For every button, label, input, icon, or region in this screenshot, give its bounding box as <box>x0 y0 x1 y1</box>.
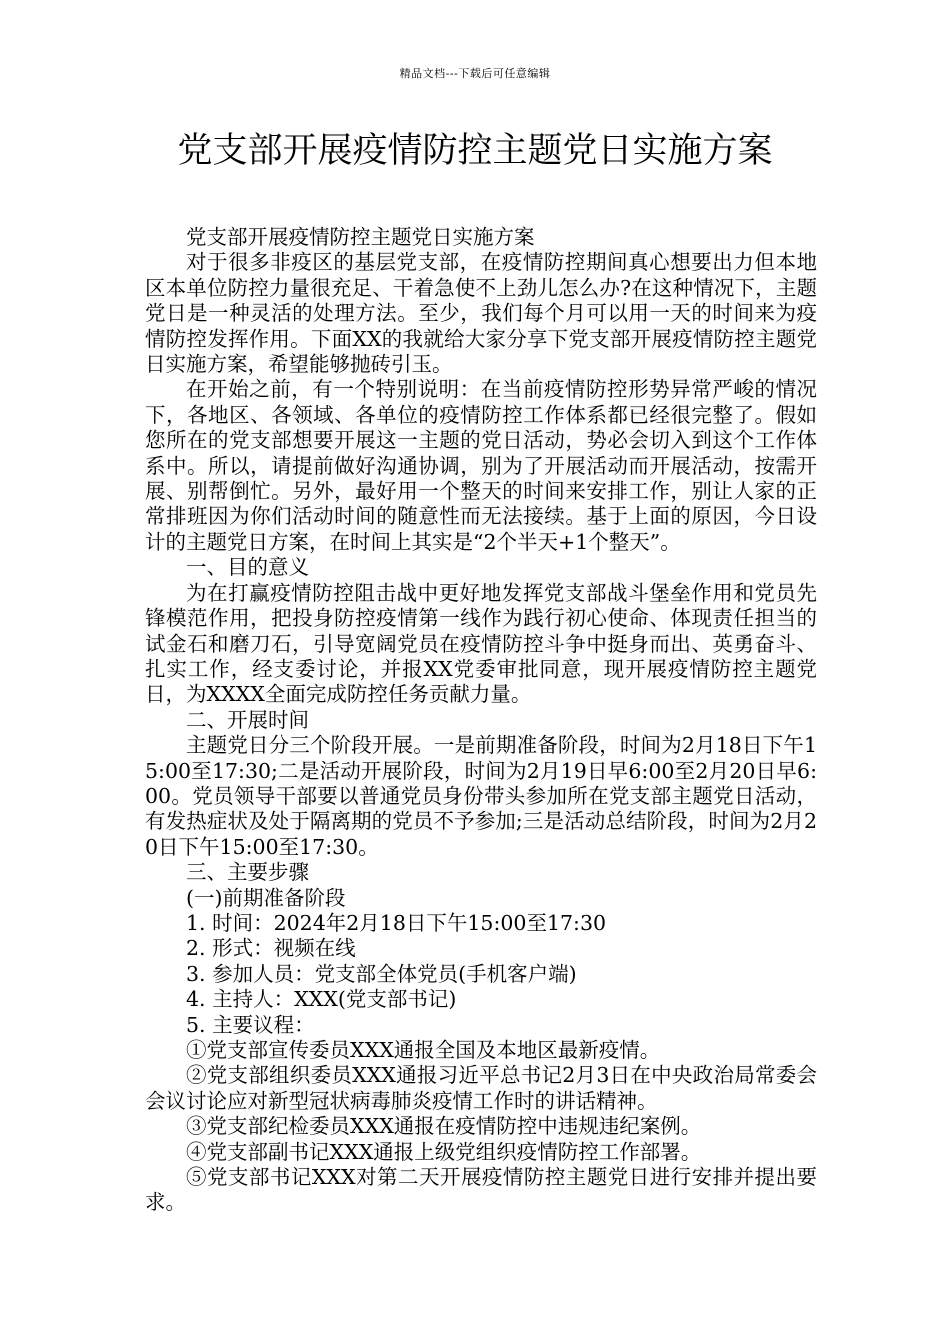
list-item: 5. 主要议程： <box>186 1012 315 1037</box>
section-heading-time: 二、开展时间 <box>186 707 309 732</box>
agenda-item: ①党支部宣传委员XXX通报全国及本地区最新疫情。 <box>186 1038 661 1062</box>
header-note: 精品文档---下载后可任意编辑 <box>399 67 551 80</box>
list-item: 3. 参加人员：党支部全体党员(手机客户端) <box>186 961 577 986</box>
document-title: 党支部开展疫情防控主题党日实施方案 <box>177 131 773 171</box>
section-heading-purpose: 一、目的意义 <box>186 555 309 580</box>
agenda-item: ④党支部副书记XXX通报上级党组织疫情防控工作部署。 <box>186 1139 702 1164</box>
list-item: 4. 主持人：XXX(党支部书记) <box>186 987 457 1012</box>
paragraph-subtitle: 党支部开展疫情防控主题党日实施方案 <box>186 225 535 249</box>
subsection-heading-preparation: (一)前期准备阶段 <box>186 885 346 910</box>
agenda-item: ②党支部组织委员XXX通报习近平总书记2月3日在中央政治局常委会会议讨论应对新型冠状病毒肺炎疫情工作时的讲话精神。 <box>145 1063 817 1113</box>
document-body <box>145 225 817 1216</box>
paragraph-special-note: 在开始之前，有一个特别说明：在当前疫情防控形势异常严峻的情况下，各地区、各领域、各单位的疫情防控工作体系都已经很完整了。假如您所在的党支部想要开展这一主题的党日活动，势必会切入到这个工作体系中。所以，请提前做好沟通协调，别为了开展活动而开展活动，按需开展、别帮倒忙。另外，最好用一个整天的时间来安排工作，别让人家的正常排班因为你们活动时间的随意性而无法接续。基于上面的原因，今日设计的主题党日方案，在时间上其实是“2个半天+1个整天”。 <box>145 377 817 554</box>
list-item: 1. 时间：2024年2月18日下午15:00至17:30 <box>186 910 607 935</box>
paragraph-intro: 对于很多非疫区的基层党支部，在疫情防控期间真心想要出力但本地区本单位防控力量很充足、干着急使不上劲儿怎么办?在这种情况下，主题党日是一种灵活的处理方法。至少，我们每个月可以用一天的时间来为疫情防控发挥作用。下面XX的我就给大家分享下党支部开展疫情防控主题党日实施方案，希望能够抛砖引玉。 <box>145 250 817 377</box>
section-heading-steps: 三、主要步骤 <box>186 860 309 885</box>
paragraph-purpose: 为在打赢疫情防控阻击战中更好地发挥党支部战斗堡垒作用和党员先锋模范作用，把投身防控疫情第一线作为践行初心使命、体现责任担当的试金石和磨刀石，引导宽阔党员在疫情防控斗争中挺身而出、英勇奋斗、扎实工作，经支委讨论，并报XX党委审批同意，现开展疫情防控主题党日，为XXXX全面完成防控任务贡献力量。 <box>145 580 817 707</box>
list-item: 2. 形式：视频在线 <box>186 936 356 961</box>
agenda-item: ③党支部纪检委员XXX通报在疫情防控中违规违纪案例。 <box>186 1114 702 1139</box>
paragraph-time: 主题党日分三个阶段开展。一是前期准备阶段，时间为2月18日下午15:00至17:30;二是活动开展阶段，时间为2月19日早6:00至2月20日早6:00。党员领导干部要以普通党员身份带头参加所在党支部主题党日活动，有发热症状及处于隔离期的党员不予参加;三是活动总结阶段，时间为2月20日下午15:00至17:30。 <box>145 733 817 859</box>
agenda-item: ⑤党支部书记XXX对第二天开展疫情防控主题党日进行安排并提出要求。 <box>145 1165 817 1215</box>
